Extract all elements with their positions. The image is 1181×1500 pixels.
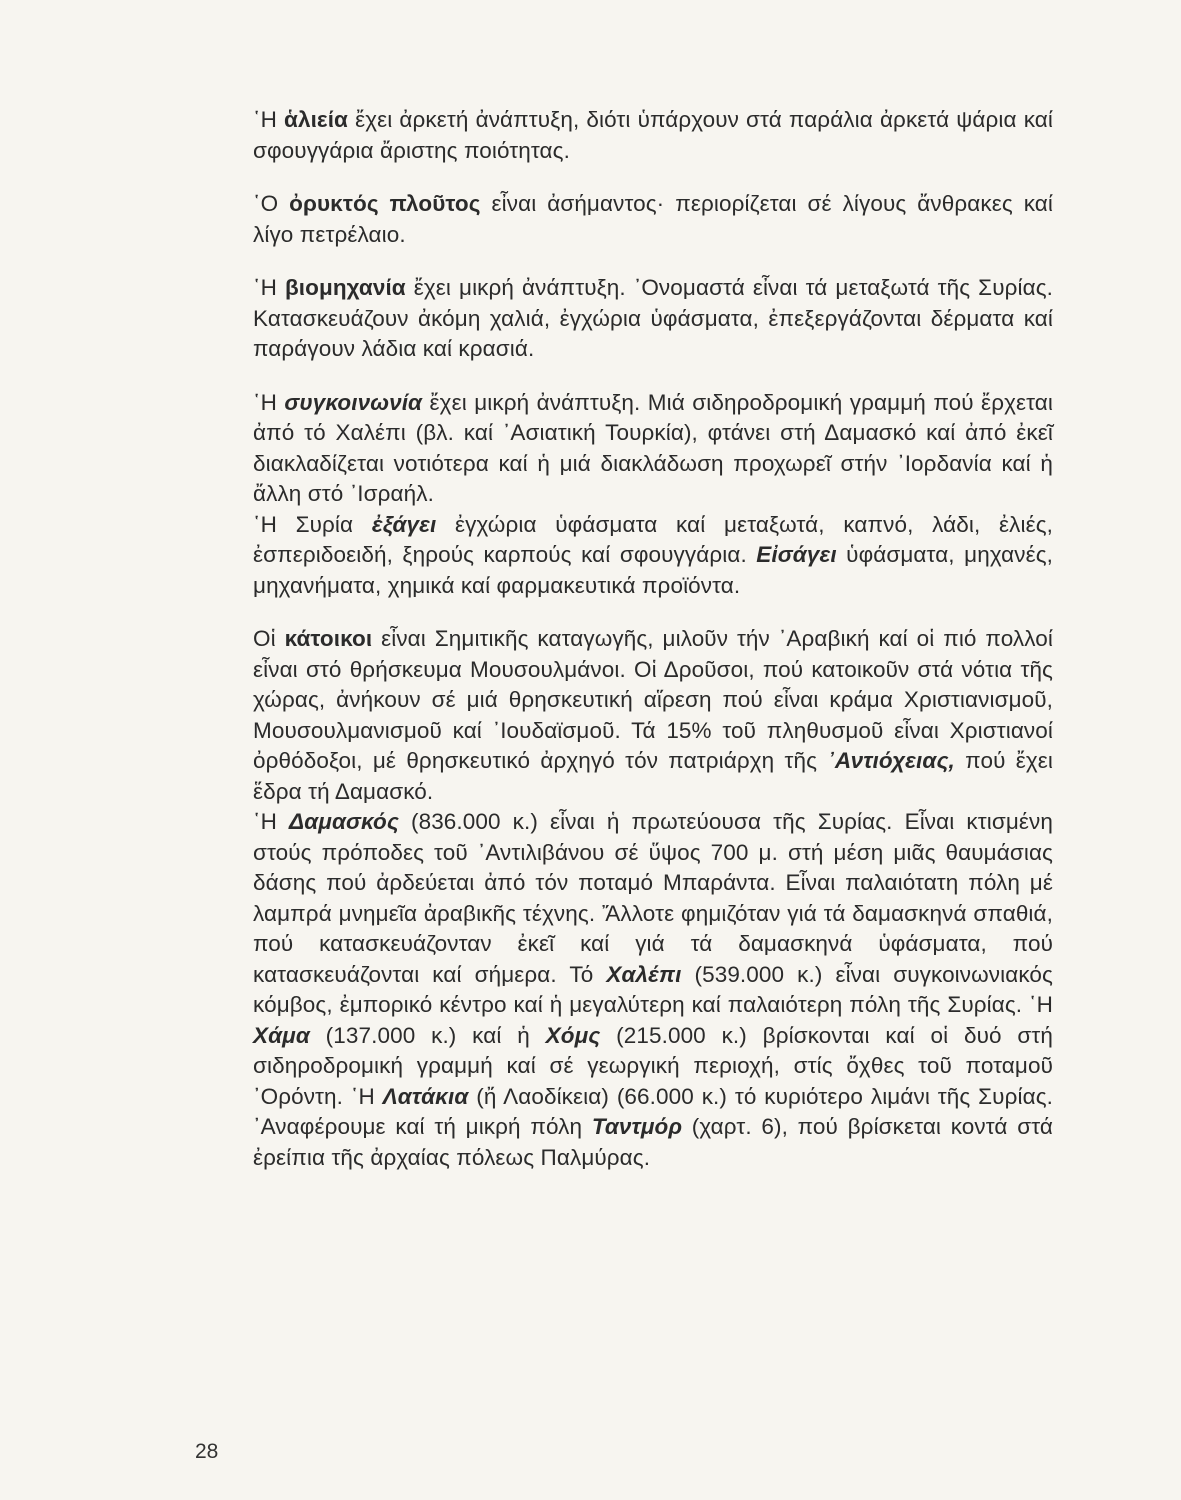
text-run: ῾Η bbox=[253, 107, 285, 132]
text-run: ὑφάσματα, μηχανές, μηχανήματα, χημικά καί φαρμακευτικά προϊόντα. bbox=[253, 542, 1054, 598]
text-run: ῾Η bbox=[253, 389, 285, 415]
text-run: (ἤ Λαοδίκεια) (66.000 κ.) τό κυριότερο λιμάνι τῆς Συρίας. ᾿Αναφέρουμε καί τή μικρή πόλη bbox=[253, 1083, 1053, 1139]
keyword-imports: Εἰσάγει bbox=[756, 542, 837, 567]
keyword-inhabitants: κάτοικοι bbox=[284, 626, 373, 651]
paragraph-trade bbox=[253, 510, 1053, 602]
text-run: ῾Η Συρία bbox=[253, 511, 372, 537]
keyword-industry: βιομηχανία bbox=[284, 275, 406, 300]
keyword-fishing: ἁλιεία bbox=[284, 107, 348, 132]
text-run: ἔχει ἀρκετή ἀνάπτυξη, διότι ὑπάρχουν στά παράλια ἀρκετά ψάρια καί σφουγγάρια ἄριστης ποιότητας. bbox=[253, 107, 1054, 163]
text-run: ἔχει μικρή ἀνάπτυξη. ᾿Ονομαστά εἶναι τά μεταξωτά τῆς Συρίας. Κατασκευάζουν ἀκόμη χαλιά, ἐγχώρια ὑφάσματα, ἐπεξεργάζονται δέρματα καί παράγουν λάδια καί κρασιά. bbox=[253, 275, 1053, 361]
page-number: 28 bbox=[195, 1440, 219, 1463]
keyword-homs: Χόμς bbox=[545, 1022, 601, 1048]
text-run: ῾Η bbox=[253, 809, 290, 834]
text-run: ἐγχώρια ὑφάσματα καί μεταξωτά, καπνό, λάδι, ἐλιές, ἐσπεριδοειδή, ξηρούς καρπούς καί σφουγγάρια. bbox=[253, 511, 1053, 567]
text-run: (539.000 κ.) εἶναι συγκοινωνιακός κόμβος, ἐμπορικό κέντρο καί ἡ μεγαλύτερη καί παλαιότερη πόλη τῆς Συρίας. ῾Η bbox=[253, 961, 1053, 1017]
keyword-damascus: Δαμασκός bbox=[289, 809, 399, 834]
paragraph-minerals bbox=[253, 189, 1053, 250]
text-run: (137.000 κ.) καί ἡ bbox=[309, 1022, 546, 1048]
text-run: ῾Ο bbox=[253, 191, 290, 216]
paragraph-inhabitants bbox=[253, 624, 1053, 807]
text-run: (836.000 κ.) εἶναι ἡ πρωτεύουσα τῆς Συρίας. Εἶναι κτισμένη στούς πρόποδες τοῦ ᾿Αντιλιβάνου σέ ὕψος 700 μ. στή μέση μιᾶς θαυμάσιας δάσης πού ἀρδεύεται ἀπό τόν ποταμό Μπαράντα. Εἶναι παλαιότατη πόλη μέ λαμπρά μνημεῖα ἀραβικῆς τέχνης. Ἄλλοτε φημιζόταν γιά τά δαμασκηνά σπαθιά, πού κατασκευάζονταν ἐκεῖ καί γιά τά δαμασκηνά ὑφάσματα, πού κατασκευάζονται καί σήμερα. Τό bbox=[253, 809, 1053, 987]
keyword-exports: ἐξάγει bbox=[371, 511, 437, 537]
keyword-latakia: Λατάκια bbox=[382, 1083, 469, 1109]
body-text bbox=[253, 105, 1053, 1173]
text-run: ἔχει μικρή ἀνάπτυξη. Μιά σιδηροδρομική γραμμή πού ἔρχεται ἀπό τό Χαλέπι (βλ. καί ᾿Ασιατική Τουρκία), φτάνει στή Δαμασκό καί ἀπό ἐκεῖ διακλαδίζεται νοτιότερα καί ἡ μιά διακλάδωση προχωρεῖ στήν ᾿Ιορδανία καί ἡ ἄλλη στό ᾿Ισραήλ. bbox=[253, 389, 1054, 506]
text-run: Οἱ bbox=[253, 626, 285, 651]
text-run: εἶναι Σημιτικῆς καταγωγῆς, μιλοῦν τήν ᾿Αραβική καί οἱ πιό πολλοί εἶναι στό θρήσκευμα Μουσουλμάνοι. Οἱ Δροῦσοι, πού κατοικοῦν στά νότια τῆς χώρας, ἀνήκουν σέ μιά θρησκευτική αἵρεση πού εἶναι κράμα Χριστιανισμοῦ, Μουσουλμανισμοῦ καί ᾿Ιουδαϊσμοῦ. Τά 15% τοῦ πληθυσμοῦ εἶναι Χριστιανοί ὀρθόδοξοι, μέ θρησκευτικό ἀρχηγό τόν πατριάρχη τῆς bbox=[253, 626, 1053, 773]
keyword-minerals: ὀρυκτός πλοῦτος bbox=[289, 191, 481, 216]
keyword-aleppo: Χαλέπι bbox=[606, 961, 682, 987]
text-run: πού ἔχει ἕδρα τή Δαμασκό. bbox=[253, 748, 1053, 804]
text-run: εἶναι ἀσήμαντος· περιορίζεται σέ λίγους ἄνθρακες καί λίγο πετρέλαιο. bbox=[253, 191, 1053, 247]
paragraph-fishing bbox=[253, 105, 1053, 166]
paragraph-communication bbox=[253, 388, 1053, 510]
keyword-hama: Χάμα bbox=[253, 1022, 310, 1048]
keyword-antioch: ᾿Αντιόχειας, bbox=[827, 748, 955, 773]
paragraph-cities bbox=[253, 807, 1053, 1173]
paragraph-industry bbox=[253, 273, 1053, 365]
keyword-tadmor: Ταντμόρ bbox=[591, 1114, 683, 1139]
text-run: ῾Η bbox=[253, 275, 285, 300]
text-run: (215.000 κ.) βρίσκονται καί οἱ δυό στή σιδηροδρομική γραμμή καί σέ γεωργική περιοχή, στίς ὄχθες τοῦ ποταμοῦ ᾿Ορόντη. ῾Η bbox=[253, 1022, 1053, 1109]
text-run: (χαρτ. 6), πού βρίσκεται κοντά στά ἐρείπια τῆς ἀρχαίας πόλεως Παλμύρας. bbox=[253, 1114, 1053, 1170]
keyword-communication: συγκοινωνία bbox=[284, 389, 423, 415]
